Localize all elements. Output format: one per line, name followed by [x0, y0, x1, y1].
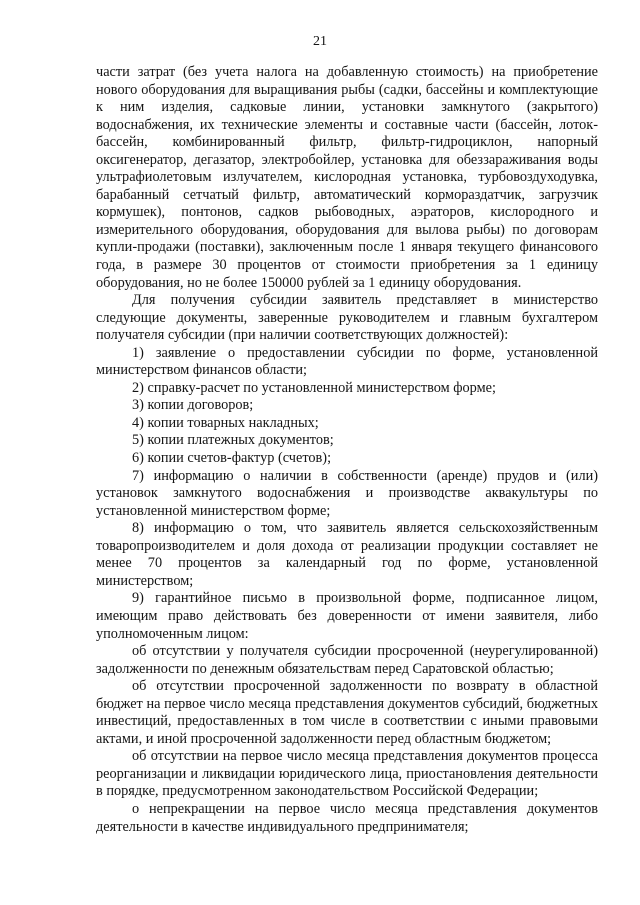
paragraph: об отсутствии на первое число месяца представления документов процесса реорганизации и ликвидации юридического лица, приостановления деятельности в порядке, предусмотренном законодательством Российской Федерации; — [96, 748, 598, 800]
list-item: 4) копии товарных накладных; — [132, 414, 319, 431]
list-item: 6) копии счетов-фактур (счетов); — [132, 450, 332, 467]
paragraph: о непрекращении на первое число месяца представления документов деятельности в качестве индивидуального предпринимателя; — [96, 800, 598, 835]
list-item: 9) гарантийное письмо в произвольной форме, подписанное лицом, имеющим право действовать без доверенности от имени заявителя, либо уполномоченным лицом: — [96, 590, 598, 642]
list-item: 7) информацию о наличии в собственности (аренде) прудов и (или) установок замкнутого водоснабжения и производстве аквакультуры по установленной министерством форме; — [96, 467, 598, 519]
list-item: 2) справку-расчет по установленной министерством форме; — [132, 379, 496, 396]
paragraph: Для получения субсидии заявитель представляет в министерство следующие документы, заверенные руководителем и главным бухгалтером получателя субсидии (при наличии соответствующих должностей): — [96, 292, 598, 344]
paragraph: части затрат (без учета налога на добавленную стоимость) на приобретение нового оборудования для выращивания рыбы (садки, бассейны и комплектующие к ним изделия, садковые линии, установки замкнутого (закрытого) водоснабжения, их технические элементы и составные части (бассейн, лоток-бассейн, комбинированный фильтр, фильтр-гидроциклон, напорный оксигенератор, дегазатор, электробойлер, установка для обеззараживания воды ультрафиолетовым излучателем, кислородная установка, турбовоздуходувка, барабанный сетчатый фильтр, автоматический кормораздатчик, загрузчик кормушек), понтонов, садков рыбоводных, аэраторов, кислородного и измерительного оборудования, оборудования для вылова рыбы) по договорам купли-продажи (поставки), заключенным после 1 января текущего финансового года, в размере 30 процентов от стоимости приобретения за 1 единицу оборудования, но не более 150000 рублей за 1 единицу оборудования. — [96, 64, 598, 291]
list-item: 1) заявление о предоставлении субсидии по форме, установленной министерством финансов области; — [96, 344, 598, 379]
paragraph: об отсутствии просроченной задолженности по возврату в областной бюджет на первое число месяца представления документов субсидий, бюджетных инвестиций, предоставленных в том числе в соответствии с иными правовыми актами, и иной просроченной задолженности перед областным бюджетом; — [96, 678, 598, 747]
paragraph: об отсутствии у получателя субсидии просроченной (неурегулированной) задолженности по денежным обязательствам перед Саратовской областью; — [96, 643, 598, 677]
list-item: 3) копии договоров; — [132, 397, 254, 414]
document-body — [96, 64, 598, 836]
list-item: 5) копии платежных документов; — [132, 432, 334, 449]
page-number: 21 — [313, 34, 327, 49]
list-item: 8) информацию о том, что заявитель является сельскохозяйственным товаропроизводителем и доля дохода от реализации продукции составляет не менее 70 процентов за календарный год по форме, установленной министерством; — [96, 520, 598, 589]
